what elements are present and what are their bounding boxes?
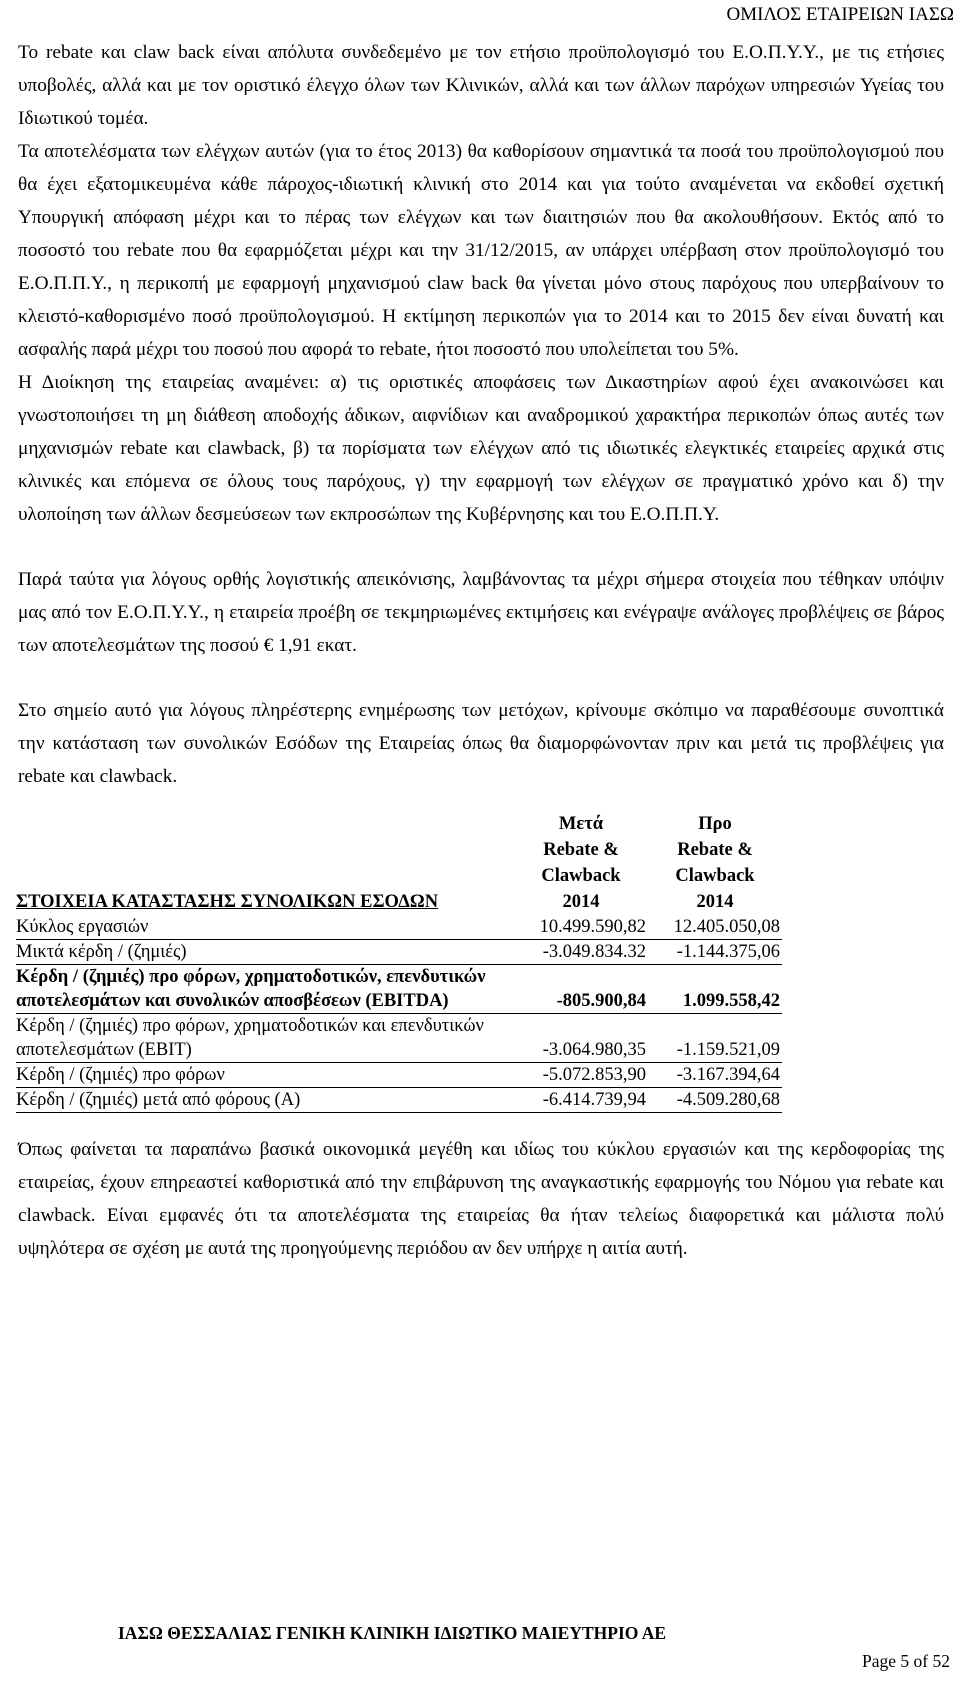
table-row: Κύκλος εργασιών 10.499.590,82 12.405.050,08: [16, 915, 782, 940]
page-footer: ΙΑΣΩ ΘΕΣΣΑΛΙΑΣ ΓΕΝΙΚΗ ΚΛΙΝΙΚΗ ΙΔΙΩΤΙΚΟ ΜΑΙΕΥΤΗΡΙΟ ΑΕ: [118, 1623, 667, 1643]
col-before-header: Προ Rebate & Clawback 2014: [675, 814, 755, 912]
page-header: ΟΜΙΛΟΣ ΕΤΑΙΡΕΙΩΝ ΙΑΣΩ: [726, 4, 954, 25]
paragraph-rebate-clawback: Το rebate και claw back είναι απόλυτα συνδεδεμένο με τον ετήσιο προϋπολογισμό του Ε.Ο.Π.Υ.Υ., με τις ετήσιες υποβολές, αλλά και με τον οριστικό έλεγχο όλων των Κλινικών, αλλά και των άλλων παρόχων υπηρεσιών Υγείας του Ιδιωτικού τομέα.: [18, 42, 944, 129]
paragraph-conclusion: Όπως φαίνεται τα παραπάνω βασικά οικονομικά μεγέθη και ιδίως του κύκλου εργασιών και της κερδοφορίας της εταιρείας, έχουν επηρεαστεί καθοριστικά από την επιβάρυνση της αναγκαστικής εφαρμογής του Νόμου για rebate και clawback. Είναι εμφανές ότι τα αποτελέσματα της εταιρείας θα ήταν τελείως διαφορετικά και μάλιστα πολύ υψηλότερα σε σχέση με αυτά της προηγούμενης περιόδου αν δεν υπήρχε η αιτία αυτή.: [18, 1139, 944, 1259]
table-row: Κέρδη / (ζημιές) προ φόρων, χρηματοδοτικών, επενδυτικών αποτελεσμάτων και συνολικών αποσβέσεων (EBITDA) -805.900,84 1.099.558,42: [16, 965, 782, 1014]
table-title: ΣΤΟΙΧΕΙΑ ΚΑΤΑΣΤΑΣΗΣ ΣΥΝΟΛΙΚΩΝ ΕΣΟΔΩΝ: [16, 892, 439, 912]
table-row: Κέρδη / (ζημιές) προ φόρων, χρηματοδοτικών και επενδυτικών αποτελεσμάτων (ΕΒΙΤ) -3.064.980,35 -1.159.521,09: [16, 1014, 782, 1063]
table-header-row: [16, 811, 782, 915]
table-row: Κέρδη / (ζημιές) προ φόρων -5.072.853,90 -3.167.394,64: [16, 1063, 782, 1088]
paragraph-provisions: Παρά ταύτα για λόγους ορθής λογιστικής απεικόνισης, λαμβάνοντας τα μέχρι σήμερα στοιχεία που τέθηκαν υπόψιν μας από τον Ε.Ο.Π.Υ.Υ., η εταιρεία προέβη σε τεκμηριωμένες εκτιμήσεις και ενέγραψε ανάλογες προβλέψεις σε βάρος των αποτελεσμάτων της ποσού € 1,91 εκατ.: [18, 569, 944, 656]
paragraph-summary-intro: Στο σημείο αυτό για λόγους πληρέστερης ενημέρωσης των μετόχων, κρίνουμε σκόπιμο να παραθέσουμε συνοπτικά την κατάσταση των συνολικών Εσόδων της Εταιρείας όπως θα διαμορφώνονταν πριν και μετά τις προβλέψεις για rebate και clawback.: [18, 700, 944, 787]
document-body: [18, 36, 944, 1265]
paragraph-audit-results: Τα αποτελέσματα των ελέγχων αυτών (για το έτος 2013) θα καθορίσουν σημαντικά τα ποσά του προϋπολογισμού που θα έχει εξατομικευμένα κάθε πάροχος-ιδιωτική κλινική στο 2014 και για τούτο αναμένεται να εκδοθεί σχετική Υπουργική απόφαση μέχρι και το πέρας των ελέγχων και των διαιτησιών που θα ακολουθήσουν. Εκτός από το ποσοστό του rebate που θα εφαρμόζεται μέχρι και την 31/12/2015, αν υπάρχει υπέρβαση στον προϋπολογισμό του Ε.Ο.Π.Π.Υ., η περικοπή με εφαρμογή μηχανισμού claw back θα γίνεται μόνο στους παρόχους που υπερβαίνουν το κλειστό-καθορισμένο ποσό προϋπολογισμού. Η εκτίμηση περικοπών για το 2014 και το 2015 δεν είναι δυνατή και ασφαλής παρά μέχρι του ποσού που αφορά το rebate, ήτοι ποσοστό που υπολείπεται του 5%.: [18, 141, 944, 360]
paragraph-management-expectations: Η Διοίκηση της εταιρείας αναμένει: α) τις οριστικές αποφάσεις των Δικαστηρίων αφού έχει ανακοινώσει και γνωστοποιήσει τη μη διάθεση αποδοχής άδικων, αιφνίδιων και αναδρομικού χαρακτήρα περικοπών όπως αυτές των μηχανισμών rebate και clawback, β) τα πορίσματα των ελέγχων από τις ιδιωτικές ελεγκτικές εταιρείες αρχικά στις κλινικές και επόμενα σε όλους τους παρόχους, γ) την εφαρμογή των ελέγχων σε πραγματικό χρόνο και δ) την υλοποίηση των άλλων δεσμεύσεων των εκπροσώπων της Κυβέρνησης και του Ε.Ο.Π.Π.Υ.: [18, 372, 944, 525]
table-row: Κέρδη / (ζημιές) μετά από φόρους (Α) -6.414.739,94 -4.509.280,68: [16, 1088, 782, 1113]
table-row: Μικτά κέρδη / (ζημιές) -3.049.834.32 -1.144.375,06: [16, 940, 782, 965]
page-number: Page 5 of 52: [862, 1651, 950, 1671]
col-after-header: Μετά Rebate & Clawback 2014: [541, 814, 621, 912]
income-summary-table: [16, 811, 782, 1113]
